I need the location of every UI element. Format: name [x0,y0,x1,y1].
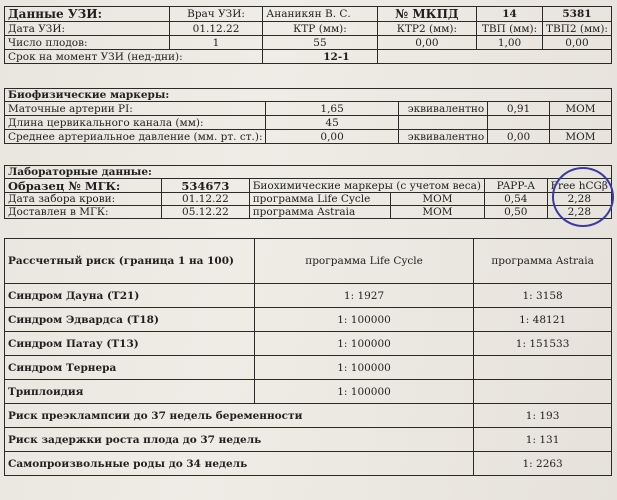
delivered-date: 05.12.22 [162,206,250,219]
risk-wide-label: Риск преэклампсии до 37 недель беременности [5,404,474,428]
date-label: Дата УЗИ: [5,22,170,36]
mkpd-label: № МКПД [377,7,476,22]
risk-wide-value: 1: 131 [474,428,612,452]
biophys-eq: эквивалентно [398,102,488,116]
biophys-mom [488,116,550,130]
risk-astraia-value [474,380,612,404]
risk-astraia-value: 1: 151533 [474,332,612,356]
tvp-label: ТВП (мм): [477,22,543,36]
risk-table [4,238,612,476]
biophys-value: 0,00 [266,130,398,144]
tvp2-label: ТВП2 (мм): [542,22,611,36]
pappa-value: 0,50 [484,206,547,219]
pappa-label: PAPP-A [484,179,547,193]
ktr-label: КТР (мм): [263,22,377,36]
mom-unit: МОМ [390,206,484,219]
hcg-label: Free hCGβ [547,179,611,193]
biophys-mom: 0,91 [488,102,550,116]
risk-wide-label: Риск задержки роста плода до 37 недель [5,428,474,452]
pappa-value: 0,54 [484,193,547,206]
tvp-value: 1,00 [477,36,543,50]
hcg-value: 2,28 [547,193,611,206]
risk-life-cycle-value: 1: 100000 [254,356,473,380]
doctor-label: Врач УЗИ: [169,7,262,22]
biophys-label: Среднее артериальное давление (мм. рт. ст.): [5,130,266,144]
biophys-eq [398,116,488,130]
risk-row-label: Синдром Эдвардса (T18) [5,308,255,332]
ultrasound-title: Данные УЗИ: [5,7,170,22]
biophys-label: Маточные артерии PI: [5,102,266,116]
ultrasound-table [4,6,612,64]
biophys-unit: МОМ [549,130,611,144]
risk-astraia-value: 1: 48121 [474,308,612,332]
biophys-value: 45 [266,116,398,130]
risk-row-label: Синдром Патау (T13) [5,332,255,356]
biophys-table [4,88,612,144]
term-label: Срок на момент УЗИ (нед-дни): [5,50,263,64]
ultrasound-date: 01.12.22 [169,22,262,36]
fetus-count: 1 [169,36,262,50]
biophys-unit: МОМ [549,102,611,116]
risk-life-cycle-value: 1: 100000 [254,332,473,356]
sample-number: 534673 [162,179,250,193]
risk-astraia-value: 1: 3158 [474,284,612,308]
collect-date: 01.12.22 [162,193,250,206]
risk-wide-value: 1: 193 [474,404,612,428]
biophys-mom: 0,00 [488,130,550,144]
term-empty [377,50,611,64]
biophys-label: Длина цервикального канала (мм): [5,116,266,130]
program-astraia: программа Astraia [249,206,390,219]
risk-row-label: Синдром Дауна (T21) [5,284,255,308]
risk-row-label: Триплоидия [5,380,255,404]
biophys-eq: эквивалентно [398,130,488,144]
hcg-value: 2,28 [547,206,611,219]
risk-col-astraia: программа Astraia [474,239,612,284]
risk-life-cycle-value: 1: 100000 [254,380,473,404]
ktr2-value: 0,00 [377,36,476,50]
risk-title: Рассчетный риск (граница 1 на 100) [5,239,255,284]
tvp2-value: 0,00 [542,36,611,50]
delivered-label: Доставлен в МГК: [5,206,162,219]
program-life-cycle: программа Life Cycle [249,193,390,206]
risk-row-label: Синдром Тернера [5,356,255,380]
risk-wide-label: Самопроизвольные роды до 34 недель [5,452,474,476]
biophys-unit [549,116,611,130]
ktr2-label: КТР2 (мм): [377,22,476,36]
sample-label: Образец № МГК: [5,179,162,193]
risk-life-cycle-value: 1: 100000 [254,308,473,332]
mom-unit: МОМ [390,193,484,206]
risk-col-life-cycle: программа Life Cycle [254,239,473,284]
term-value: 12-1 [263,50,377,64]
fetus-label: Число плодов: [5,36,170,50]
lab-table [4,165,612,219]
risk-wide-value: 1: 2263 [474,452,612,476]
doctor-name: Ананикян В. С. [263,7,377,22]
collect-label: Дата забора крови: [5,193,162,206]
mkpd-id: 5381 [542,7,611,22]
risk-astraia-value [474,356,612,380]
risk-life-cycle-value: 1: 1927 [254,284,473,308]
biophys-value: 1,65 [266,102,398,116]
markers-label: Биохимические маркеры (с учетом веса) [249,179,484,193]
mkpd-number: 14 [477,7,543,22]
ktr-value: 55 [263,36,377,50]
lab-title: Лабораторные данные: [5,166,612,179]
biophys-title: Биофизические маркеры: [5,89,612,102]
